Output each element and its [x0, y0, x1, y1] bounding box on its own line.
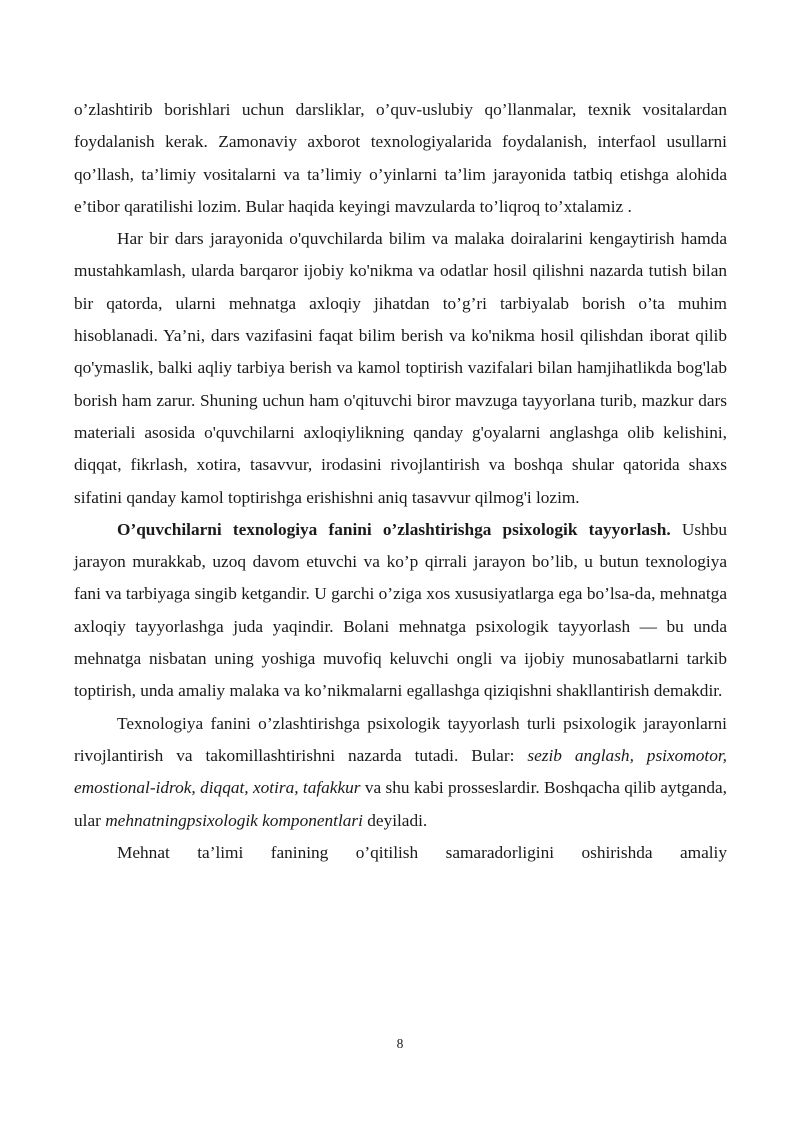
paragraph-5: Mehnat ta’limi fanining o’qitilish samaradorligini oshirishda amaliy — [117, 842, 727, 862]
paragraph-2: Har bir dars jarayonida o'quvchilarda bilim va malaka doiralarini kengaytirish hamda mustahkamlash, ularda barqaror ijobiy ko'nikma va odatlar hosil qilishni nazarda tutish bilan bir qatorda, ularni mehnatga axloqiy jihatdan to’g’ri tarbiyalab borish o’ta muhim hisoblanadi. Ya’ni, dars vazifasini faqat bilim berish va ko'nikma hosil qilishdan iborat qilib qo'ymaslik, balki aqliy tarbiya berish va kamol toptirish vazifalari bilan hamjihatlikda bog'lab borish ham zarur. Shuning uchun ham o'qituvchi biror mavzuga tayyorlana turib, mazkur dars materiali asosida o'quvchilarni axloqiylikning qanday g'oyalarni anglashga olib kelishini, diqqat, fikrlash, xotira, tasavvur, irodasini rivojlantirish va boshqa shular qatorida shaxs sifatini qanday kamol toptirishga erishishni aniq tasavvur qilmog'i lozim. — [74, 229, 727, 507]
page-number: 8 — [396, 1036, 404, 1051]
paragraph-4-part-3: deyiladi. — [362, 810, 428, 830]
paragraph-3-body: Ushbu jarayon murakkab, uzoq davom etuvchi va ko’p qirrali jarayon bo’lib, u butun texnologiya fani va tarbiyaga singib ketgandir. U garchi o’ziga xos xususiyatlarga ega bo’lsa-da, mehnatga axloqiy tayyorlashga juda yaqindir. Bolani mehnatga psixologik tayyorlash — bu unda mehnatga nisbatan uning yoshiga muvofiq keluvchi ongli va ijobiy munosabatlarni tarkib toptirish, unda amaliy malaka va ko’nikmalarni egallashga qiziqishni shakllantirish demakdir. — [74, 519, 727, 701]
paragraph-4 — [74, 708, 727, 837]
paragraph-3 — [74, 514, 727, 708]
paragraph-4-part-1: Texnologiya fanini o’zlashtirishga psixologik tayyorlash turli psixologik jarayonlarni rivojlantirish va takomillashtirishni nazarda tutadi. Bular: — [74, 713, 727, 765]
psychological-processes-list: sezib anglash, psixomotor, emostional-idrok, diqqat, xotira, tafakkur — [74, 745, 727, 798]
psychological-components-term: mehnatningpsixologik komponentlari — [105, 810, 363, 830]
section-heading: O’quvchilarni texnologiya fanini o’zlashtirishga psixologik tayyorlash. — [117, 519, 671, 539]
paragraph-1: o’zlashtirib borishlari uchun darsliklar, o’quv-uslubiy qo’llanmalar, texnik vositalardan foydalanish kerak. Zamonaviy axborot texnologiyalarida foydalanish, interfaol usullarni qo’llash, ta’limiy vositalarni va ta’limiy o’yinlarni ta’lim jarayonida tatbiq etishga alohida e’tibor qaratilishi lozim. Bular haqida keyingi mavzularda to’liqroq to’xtalamiz . — [74, 100, 727, 216]
body-text — [74, 94, 727, 869]
paragraph-4-part-2: va shu kabi prosseslardir. Boshqacha qilib aytganda, ular — [74, 778, 727, 830]
